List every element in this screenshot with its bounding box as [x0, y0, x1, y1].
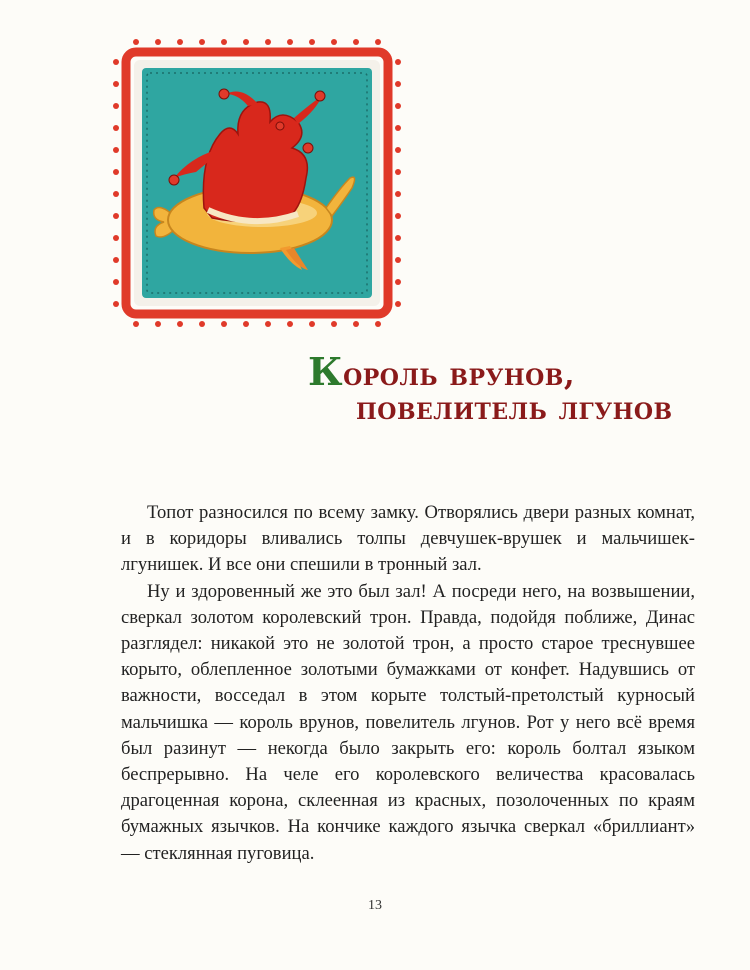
chapter-title-line-1-text: ороль врунов,	[343, 357, 576, 393]
chapter-title-line-2: повелитель лгунов	[356, 391, 673, 427]
jester-hat-fish-picture	[112, 38, 402, 328]
chapter-title-line-1	[296, 349, 696, 394]
chapter-title	[296, 349, 696, 427]
paragraph-2: Ну и здоровенный же это был зал! А посреди него, на возвышении, сверкал золотом королевский трон. Правда, подойдя поближе, Динас разглядел: никакой это не золотой трон, а просто старое треснувшее корыто, облепленное золотыми бумажками от конфет. Надувшись от важности, восседал в этом корыте толстый-претолстый курносый мальчишка — король врунов, повелитель лгунов. Рот у него всё время был разинут — некогда было закрыть его: король болтал языком беспрерывно. На челе его королевского величества красовалась драгоценная корона, склеенная из красных, позолоченных по краям бумажных язычков. На кончике каждого язычка сверкал «бриллиант» — стеклянная пуговица.	[121, 580, 695, 864]
paragraph-1: Топот разносился по всему замку. Отворялись двери разных комнат, и в коридоры вливались толпы девчушек-врушек и мальчишек-лгунишек. И все они спешили в тронный зал.	[121, 502, 695, 576]
chapter-text	[121, 500, 695, 867]
page-number: 13	[368, 898, 382, 913]
chapter-title-initial: К	[308, 349, 344, 394]
chapter-illustration	[112, 38, 402, 328]
